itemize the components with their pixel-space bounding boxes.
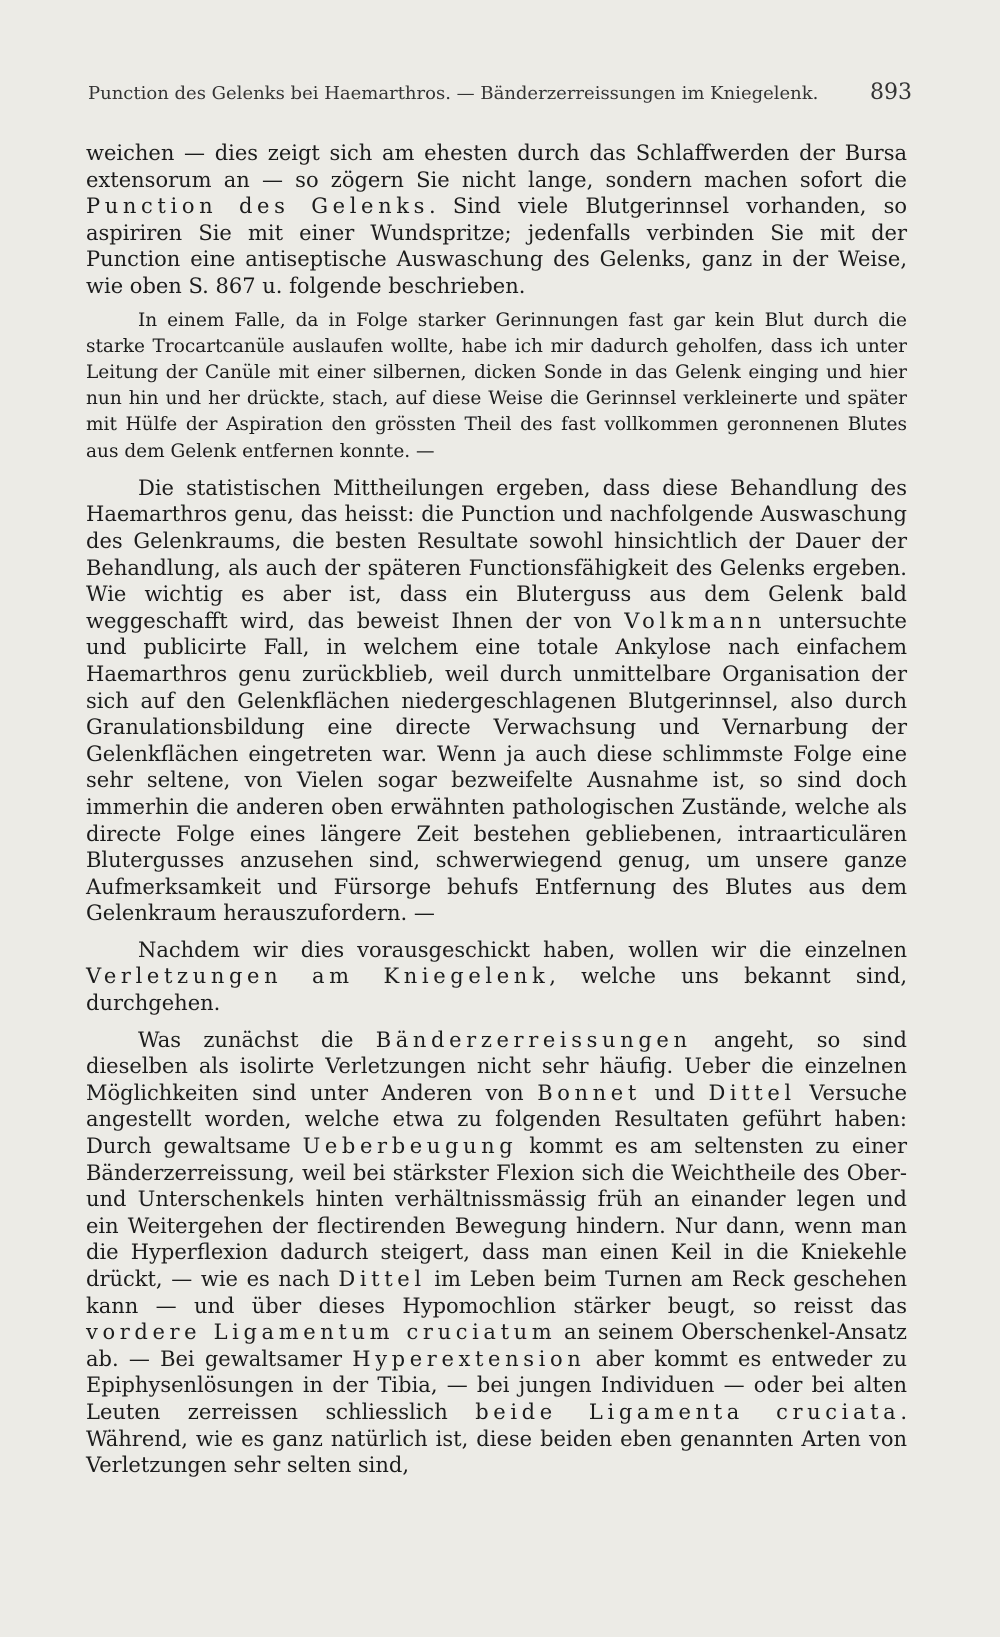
text-run: , welche uns bekannt sind, durchgehen. bbox=[86, 964, 908, 1016]
spaced-emphasis: Dittel bbox=[708, 1080, 796, 1105]
running-title: Punction des Gelenks bei Haemarthros. — Bänderzerreissungen im Kniegelenk. bbox=[88, 83, 819, 104]
text-run: . Während, wie es ganz natürlich ist, diese beiden eben genannten Arten von Verletzungen sehr selten sind, bbox=[86, 1399, 908, 1478]
text-run: Was zunächst die bbox=[138, 1027, 376, 1052]
paragraph-p1 bbox=[86, 140, 907, 300]
spaced-emphasis: Bänderzerreissungen bbox=[375, 1027, 692, 1052]
text-run: und bbox=[640, 1080, 709, 1105]
text-run: Nachdem wir dies vorausgeschickt haben, wollen wir die einzelnen bbox=[138, 937, 907, 962]
text-run: weichen — dies zeigt sich am ehesten durch das Schlaffwerden der Bursa extensorum an — so zögern Sie nicht lange, sondern machen sofort die bbox=[86, 141, 907, 192]
text-run: angeht, so sind dieselben als isolirte Verletzungen nicht sehr häufig. Ueber die einzelnen Möglichkeiten sind unter Anderen von bbox=[86, 1027, 907, 1105]
spaced-emphasis: Punction des Gelenks bbox=[86, 194, 429, 219]
spaced-emphasis: beide Ligamenta cruciata bbox=[475, 1399, 901, 1424]
spaced-emphasis: Volkmann bbox=[624, 608, 767, 633]
text-run: Die statistischen Mittheilungen ergeben, dass diese Behandlung des Haemarthros genu, das heisst: die Punction und nachfolgende Auswaschung des Gelenkraums, die besten Resultate sowohl hinsichtlich der Dauer der Behandlung, als auch der späteren Functionsfähigkeit des Gelenks ergeben. Wie wichtig es aber ist, dass ein Bluterguss aus dem Gelenk bald weggeschafft wird, das beweist Ihnen der von bbox=[86, 475, 907, 633]
page-header bbox=[88, 80, 912, 105]
spaced-emphasis: vordere Ligamentum cruciatum bbox=[86, 1320, 557, 1345]
text-run: kommt es am seltensten zu einer Bänderzerreissung, weil bei stärkster Flexion sich die Weichtheile des Ober- und Unterschenkels hinten verhältnissmässig früh an einander legen und ein Weitergehen der flectirenden Bewegung hindern. Nur dann, wenn man die Hyperflexion dadurch steigert, dass man einen Keil in die Kniekehle drückt, — wie es nach bbox=[86, 1134, 907, 1291]
spaced-emphasis: Bonnet bbox=[537, 1080, 641, 1105]
text-run: aber kommt es entweder zu Epiphysenlösungen in der Tibia, — bei jungen Individuen — oder bei alten Leuten zerreissen schliesslich bbox=[86, 1346, 907, 1424]
text-run: . Sind viele Blutgerinnsel vorhanden, so aspiriren Sie mit einer Wundspritze; jedenfalls verbinden Sie mit der Punction eine antiseptische Auswaschung des Gelenks, ganz in der Weise, wie oben S. 867 u. folgende beschrieben. bbox=[86, 194, 907, 298]
spaced-emphasis: Ueberbeugung bbox=[302, 1134, 518, 1159]
paragraph-p4 bbox=[86, 937, 907, 1017]
paragraph-p2 bbox=[86, 308, 907, 465]
paragraph-p5 bbox=[86, 1027, 907, 1479]
page-body bbox=[86, 140, 907, 1479]
text-run: untersuchte und publicirte Fall, in welchem eine totale Ankylose nach einfachem Haemarthros genu zurückblieb, weil durch unmittelbare Organisation der sich auf den Gelenkflächen niedergeschlagenen Blutgerinnsel, also durch Granulationsbildung eine directe Verwachsung und Vernarbung der Gelenkflächen eingetreten war. Wenn ja auch diese schlimmste Folge eine sehr seltene, von Vielen sogar bezweifelte Ausnahme ist, so sind doch immerhin die anderen oben erwähnten pathologischen Zustände, welche als directe Folge eines längere Zeit bestehen gebliebenen, intraarticulären Blutergusses anzusehen sind, schwerwiegend genug, um unsere ganze Aufmerksamkeit und Fürsorge behufs Entfernung des Blutes aus dem Gelenkraum herauszufordern. — bbox=[86, 608, 907, 926]
spaced-emphasis: Hyperextension bbox=[352, 1346, 586, 1371]
text-run: an seinem Oberschenkel-Ansatz ab. — Bei gewaltsamer bbox=[86, 1320, 907, 1371]
page-number: 893 bbox=[870, 80, 912, 105]
text-run: im Leben beim Turnen am Reck geschehen kann — und über dieses Hypomochlion stärker beugt, so reisst das bbox=[86, 1267, 908, 1318]
spaced-emphasis: Verletzungen am Kniegelenk bbox=[86, 964, 550, 989]
text-run: In einem Falle, da in Folge starker Gerinnungen fast gar kein Blut durch die starke Trocartcanüle auslaufen wollte, habe ich mir dadurch geholfen, dass ich unter Leitung der Canüle mit einer silbernen, dicken Sonde in das Gelenk einging und hier nun hin und her drückte, stach, auf diese Weise die Gerinnsel verkleinerte und später mit Hülfe der Aspiration den grössten Theil des fast vollkommen geronnenen Blutes aus dem Gelenk entfernen konnte. — bbox=[86, 309, 907, 462]
spaced-emphasis: Dittel bbox=[338, 1267, 426, 1291]
text-run: Versuche angestellt worden, welche etwa zu folgenden Resultaten geführt haben: Durch gewaltsame bbox=[86, 1080, 907, 1159]
paragraph-p3 bbox=[86, 475, 907, 927]
